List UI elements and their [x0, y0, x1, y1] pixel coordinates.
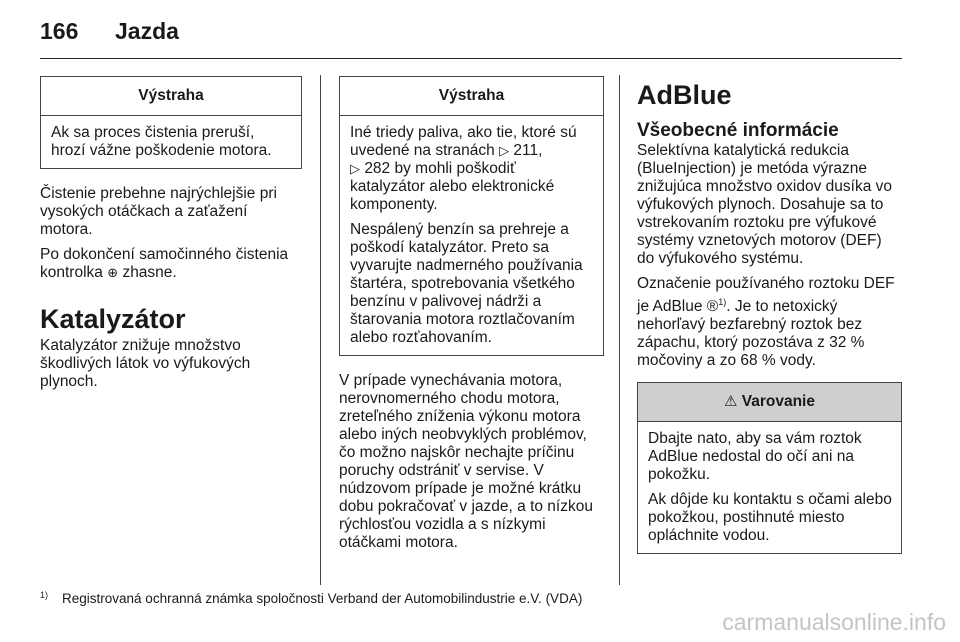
footnote-mark: 1): [40, 590, 49, 600]
indicator-text-after: zhasne.: [122, 264, 177, 281]
footnote-text: Registrovaná ochranná známka spoločnosti Verband der Automobilindustrie e.V. (VDA): [62, 591, 583, 606]
watermark: carmanualsonline.info: [722, 609, 946, 635]
footnote-marker: 1): [718, 297, 727, 307]
cleaning-paragraph: Čistenie prebehne najrýchlejšie pri vysokých otáčkach a zaťažení motora.: [40, 185, 277, 238]
def-paragraph: [637, 275, 902, 370]
general-info-heading: Všeobecné informácie: [637, 120, 839, 141]
warning-title: Varovanie: [741, 393, 815, 411]
footnote: [40, 590, 920, 606]
column-divider-left: [320, 75, 321, 585]
scr-paragraph: Selektívna katalytická redukcia (BlueInjection) je metóda výrazne znižujúca množstvo oxidov dusíka vo výfukových plynoch. Dosahuje sa to vstrekovaním roztoku pre výfukové systémy vznetových motorov (DEF) do výfukového systému.: [637, 142, 893, 267]
column-left: [40, 76, 302, 398]
warning-text-contact: Ak dôjde ku kontaktu s očami alebo pokožkou, postihnuté miesto opláchnite vodou.: [648, 491, 892, 545]
page-reference-icon: ▷: [350, 161, 360, 176]
def-text-a: Označenie používaného roztoku DEF je AdBlue ®: [637, 275, 895, 316]
column-middle: [339, 76, 604, 559]
page-reference-link[interactable]: 282: [364, 160, 391, 177]
catalyst-paragraph: Katalyzátor znižuje množstvo škodlivých látok vo výfukových plynoch.: [40, 337, 251, 390]
column-right: [637, 76, 902, 554]
catalyst-heading: Katalyzátor: [40, 304, 186, 334]
caution-box-cleaning: [40, 76, 302, 169]
page-number: 166: [40, 18, 79, 44]
filter-indicator-icon: ⊕: [107, 265, 119, 280]
adblue-heading: AdBlue: [637, 80, 732, 110]
page-reference-link[interactable]: 211,: [513, 142, 543, 159]
section-title: Jazda: [115, 18, 179, 44]
caution-box-fuel: [339, 76, 604, 356]
caution-title: Výstraha: [41, 77, 301, 116]
warning-box-adblue: [637, 382, 902, 554]
unburnt-fuel-paragraph: Nespálený benzín sa prehreje a poškodí katalyzátor. Preto sa vyvarujte nadmerného používania štartéra, spotrebovania všetkého benzínu v palivovej nádrži a štarovania motora roztlačovaním alebo rozťahovaním.: [350, 221, 583, 346]
warning-triangle-icon: ⚠: [723, 393, 738, 411]
caution-text: Ak sa proces čistenia preruší, hrozí vážne poškodenie motora.: [51, 124, 272, 159]
page-reference-icon: ▷: [499, 143, 510, 158]
column-divider-right: [619, 75, 620, 585]
header-rule: [40, 58, 902, 59]
fuel-caution-text-b: by mohli poškodiť katalyzátor alebo elektronické komponenty.: [350, 160, 555, 213]
warning-header: [638, 383, 901, 422]
caution-title: Výstraha: [340, 77, 603, 116]
def-text-b: . Je to netoxický nehorľavý bezfarebný roztok bez zápachu, ktorý pozostáva z 32 % močoviny a zo 68 % vody.: [637, 298, 865, 370]
warning-text-eyes: Dbajte nato, aby sa vám roztok AdBlue nedostal do očí ani na pokožku.: [648, 430, 862, 484]
fuel-caution-paragraph: [350, 124, 594, 214]
indicator-text-before: Po dokončení samočinného čistenia kontrolka: [40, 246, 289, 281]
indicator-paragraph: [40, 246, 302, 282]
misfire-paragraph: V prípade vynechávania motora, nerovnomerného chodu motora, zreteľného zníženia výkonu motora alebo iných neobvyklých problémov, čo možno najskôr nechajte príčinu poruchy odstrániť v servise. V núdzovom prípade je možné krátku dobu pokračovať v jazde, a to nízkou rýchlosťou vozidla a s nízkymi otáčkami motora.: [339, 372, 593, 551]
fuel-caution-text-a: Iné triedy paliva, ako tie, ktoré sú uvedené na stranách: [350, 124, 577, 159]
